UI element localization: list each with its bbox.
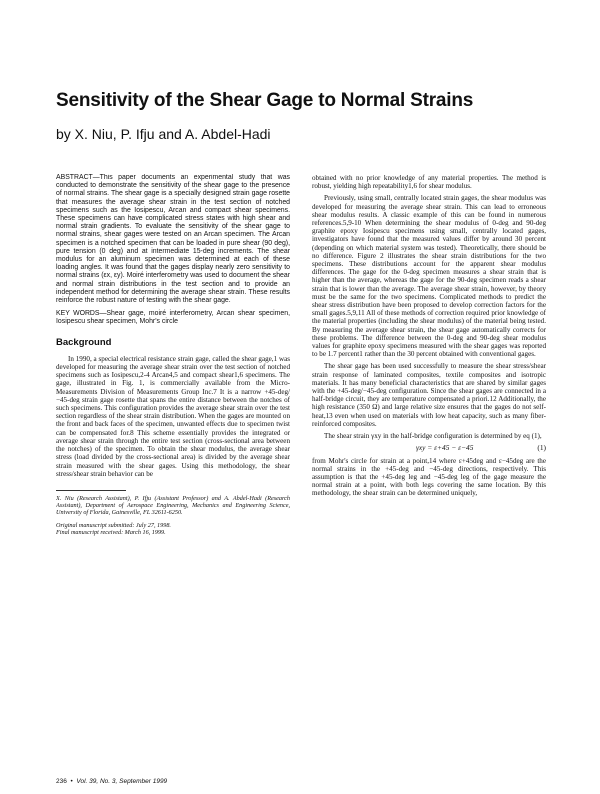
body-paragraph: obtained with no prior knowledge of any material properties. The method is robust, yielding high repeatability1,6 for shear modulus. <box>312 174 546 191</box>
left-column <box>56 174 290 774</box>
keywords: KEY WORDS—Shear gage, moiré interferometry, Arcan shear specimen, Iosipescu shear specimen, Mohr's circle <box>56 310 290 326</box>
manuscript-received-note: Final manuscript received: March 16, 1999. <box>56 528 166 536</box>
body-paragraph: The shear gage has been used successfully to measure the shear stress/shear strain response of laminated composites, textile composites and isotropic materials. It has many beneficial characteristics that are shared by similar gages with the +45-deg/−45-deg configuration. Since the shear gages are connected in a half-bridge circuit, they are temperature compensated a priori.12 Additionally, the high resistance (350 Ω) and large relative size ensures that the gages do not self-heat,13 even when used on materials with low heat capacity, such as many fiber-reinforced composites. <box>312 362 546 428</box>
equation-body: γxy = ε+45 − ε−45 <box>415 443 474 453</box>
body-paragraph: The shear strain γxy in the half-bridge configuration is determined by eq (1), <box>324 432 542 441</box>
page-footer: 236 • Vol. 39, No. 3, September 1999 <box>56 778 168 785</box>
body-paragraph: from Mohr's circle for strain at a point,14 where ε+45deg and ε−45deg are the normal strains in the +45-deg and −45-deg directions, respectively. This assumption is that the +45-deg leg and −45-deg leg of the gage measure the normal strain at a point, with both legs covering the same location. By this methodology, the shear strain can be determined uniquely, <box>312 456 546 498</box>
paper-title: Sensitivity of the Shear Gage to Normal Strains <box>56 90 474 111</box>
body-paragraph: Previously, using small, centrally located strain gages, the shear modulus was developed for measuring the average shear strain. This can lead to erroneous shear modulus results. A classic example of this can be found in numerous references.5,9-10 When determining the shear modulus of 0-deg and 90-deg graphite epoxy Iosipescu specimens using small, centrally located gages, investigators have found that the measured values differ by around 30 percent (depending on which material system was tested). Theoretically, there should be no difference. Figure 2 illustrates the shear strain distributions for the two specimens. These distributions account for the apparent shear modulus differences. The gage for the 0-deg specimen measures a shear strain that is higher than the average, whereas the gage for the 90-deg specimen reads a shear strain that is lower than the average. The average shear strain, however, by theory must be the same for the two specimens. Complicated methods to predict the shear stress distribution have been proposed to develop correction factors for the small gages.5,9,11 All of these methods of correction required prior knowledge of the material properties (including the shear modulus) of the material being tested. By measuring the average shear strain, the shear gage automatically corrects for these problems. The difference between the 0-deg and 90-deg shear modulus values for graphite epoxy specimens measured with the shear gages was reported to be 1.7 percent1 rather than the 30 percent obtained with conventional gages. <box>312 194 546 359</box>
abstract: ABSTRACT—This paper documents an experimental study that was conducted to demonstrate the sensitivity of the shear gage to the presence of normal strains. The shear gage is a specially designed strain gage rosette that measures the average shear strain in the test section of notched specimens such as the Iosipescu, Arcan and compact shear specimens. These specimens can have complicated stress states with high shear and normal strain gradients. To evaluate the sensitivity of the shear gage to normal strains, shear gages were tested on an Arcan specimen. The Arcan specimen is a notched specimen that can be loaded in pure shear (90 deg), pure tension (0 deg) and at intermediate 15-deg increments. The shear modulus for an aluminum specimen was determined at each of these loading angles. It was found that the gages display nearly zero sensitivity to normal strains (εx, εy). Moiré interferometry was used to document the shear and normal strain distributions in the test section and to provide an independent method for determining the average shear strain. These results reinforce the robust nature of testing with the shear gage. <box>56 174 290 305</box>
body-paragraph: In 1990, a special electrical resistance strain gage, called the shear gage,1 was developed for measuring the average shear strain over the test section of notched specimens such as Iosipescu,2-4 Arcan4,5 and compact shear1,6 specimens. The gage, illustrated in Fig. 1, is commercially available from the Micro-Measurements Division of Measurements Group Inc.7 It is a narrow +45-deg/−45-deg strain gage rosette that spans the entire distance between the notches of such specimens. This configuration provides the average shear strain over the test section regardless of the shear strain distribution. When the gages are mounted on the front and back faces of the specimen, unwanted effects due to specimen twist can be compensated for.8 This scheme essentially provides the integrated or average shear strain through the entire test section (cross-sectional area between the notches) of the specimen. To obtain the shear modulus, the average shear stress (load divided by the cross-sectional area) is divided by the average shear strain measured with the shear gages. Using this methodology, the shear stress/shear strain behavior can be <box>56 354 290 478</box>
right-column <box>312 174 546 774</box>
equation-number: (1) <box>537 443 546 453</box>
equation-1 <box>312 444 546 452</box>
footnote-rule <box>56 490 126 491</box>
manuscript-submitted-note: Original manuscript submitted: July 27, 1998. <box>56 521 171 529</box>
section-heading-background: Background <box>56 336 112 348</box>
page-number: 236 <box>56 778 67 785</box>
author-line: by X. Niu, P. Ifju and A. Abdel-Hadi <box>56 126 271 142</box>
journal-issue: Vol. 39, No. 3, September 1999 <box>76 778 168 785</box>
author-affiliation-footnote: X. Niu (Research Assistant), P. Ifju (Assistant Professor) and A. Abdel-Hadi (Research Assistant), Department of Aerospace Engineering, Mechanics and Engineering Science, University of Florida, Gainesville, FL 32611-6250. <box>56 494 290 517</box>
